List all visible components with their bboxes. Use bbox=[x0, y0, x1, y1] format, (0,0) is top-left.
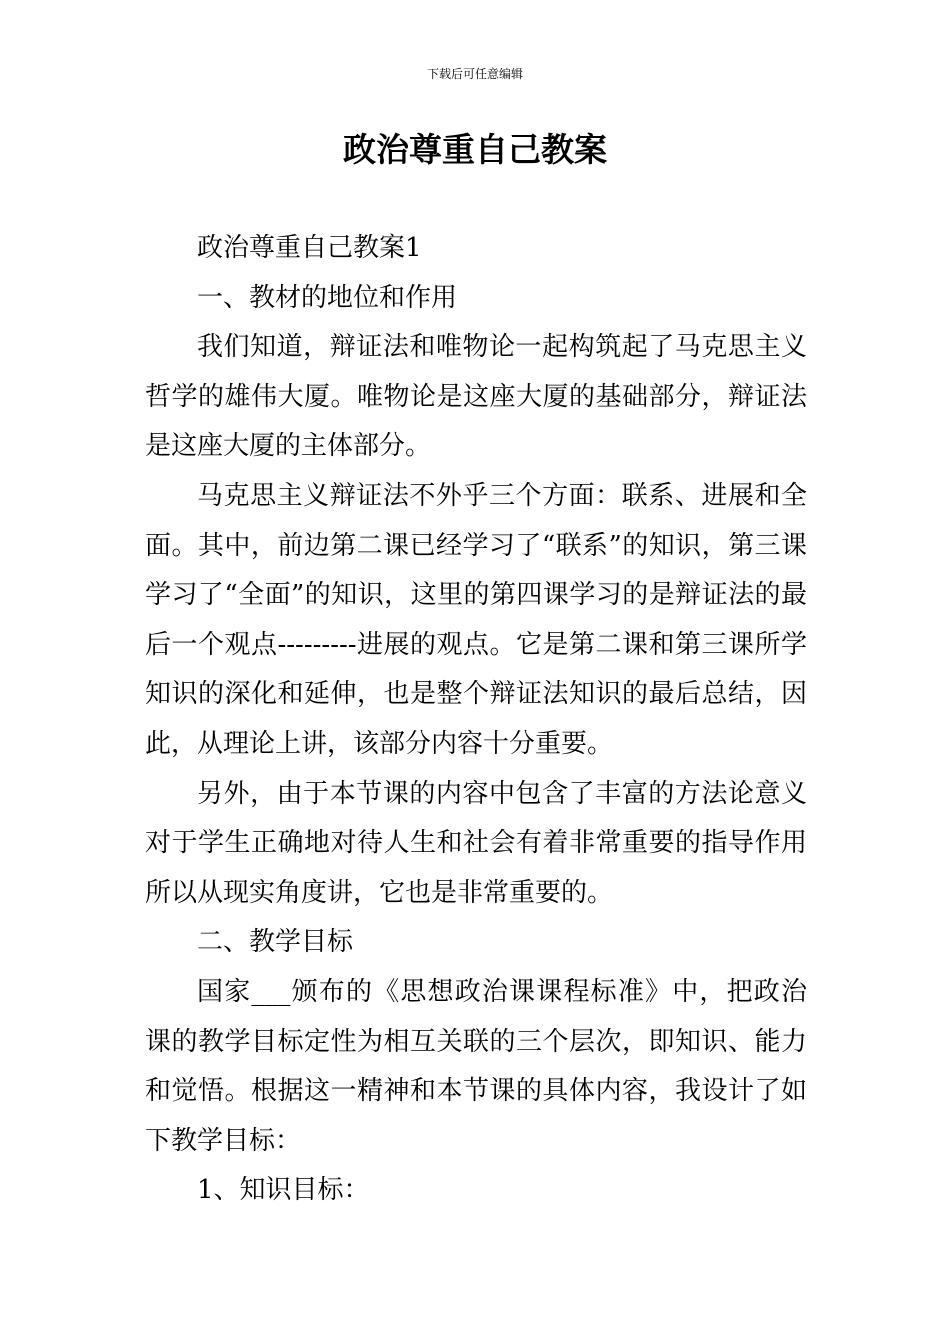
header-note: 下载后可任意编辑 bbox=[426, 67, 523, 81]
document-body bbox=[145, 224, 807, 1216]
paragraph-dialectics-intro: 我们知道，辩证法和唯物论一起构筑起了马克思主义哲学的雄伟大厦。唯物论是这座大厦的基础部分，辩证法是这座大厦的主体部分。 bbox=[145, 332, 807, 462]
paragraph-curriculum-standard: 国家___颁布的《思想政治课课程标准》中，把政治课的教学目标定性为相互关联的三个层次，即知识、能力和觉悟。根据这一精神和本节课的具体内容，我设计了如下教学目标： bbox=[145, 976, 807, 1156]
subheading-knowledge-goals: 1、知识目标： bbox=[197, 1175, 370, 1206]
document-title: 政治尊重自己教案 bbox=[343, 130, 607, 169]
section-heading-teaching-goals: 二、教学目标 bbox=[197, 927, 354, 958]
section-heading-textbook-role: 一、教材的地位和作用 bbox=[197, 282, 458, 313]
section-heading-lesson-1: 政治尊重自己教案1 bbox=[197, 233, 422, 263]
paragraph-dialectics-aspects: 马克思主义辩证法不外乎三个方面：联系、进展和全面。其中，前边第二课已经学习了“联系”的知识，第三课学习了“全面”的知识，这里的第四课学习的是辩证法的最后一个观点---------进展的观点。它是第二课和第三课所学知识的深化和延伸，也是整个辩证法知识的最后总结，因此，从理论上讲，该部分内容十分重要。 bbox=[145, 480, 807, 759]
paragraph-methodology: 另外，由于本节课的内容中包含了丰富的方法论意义对于学生正确地对待人生和社会有着非常重要的指导作用所以从现实角度讲，它也是非常重要的。 bbox=[145, 778, 807, 908]
